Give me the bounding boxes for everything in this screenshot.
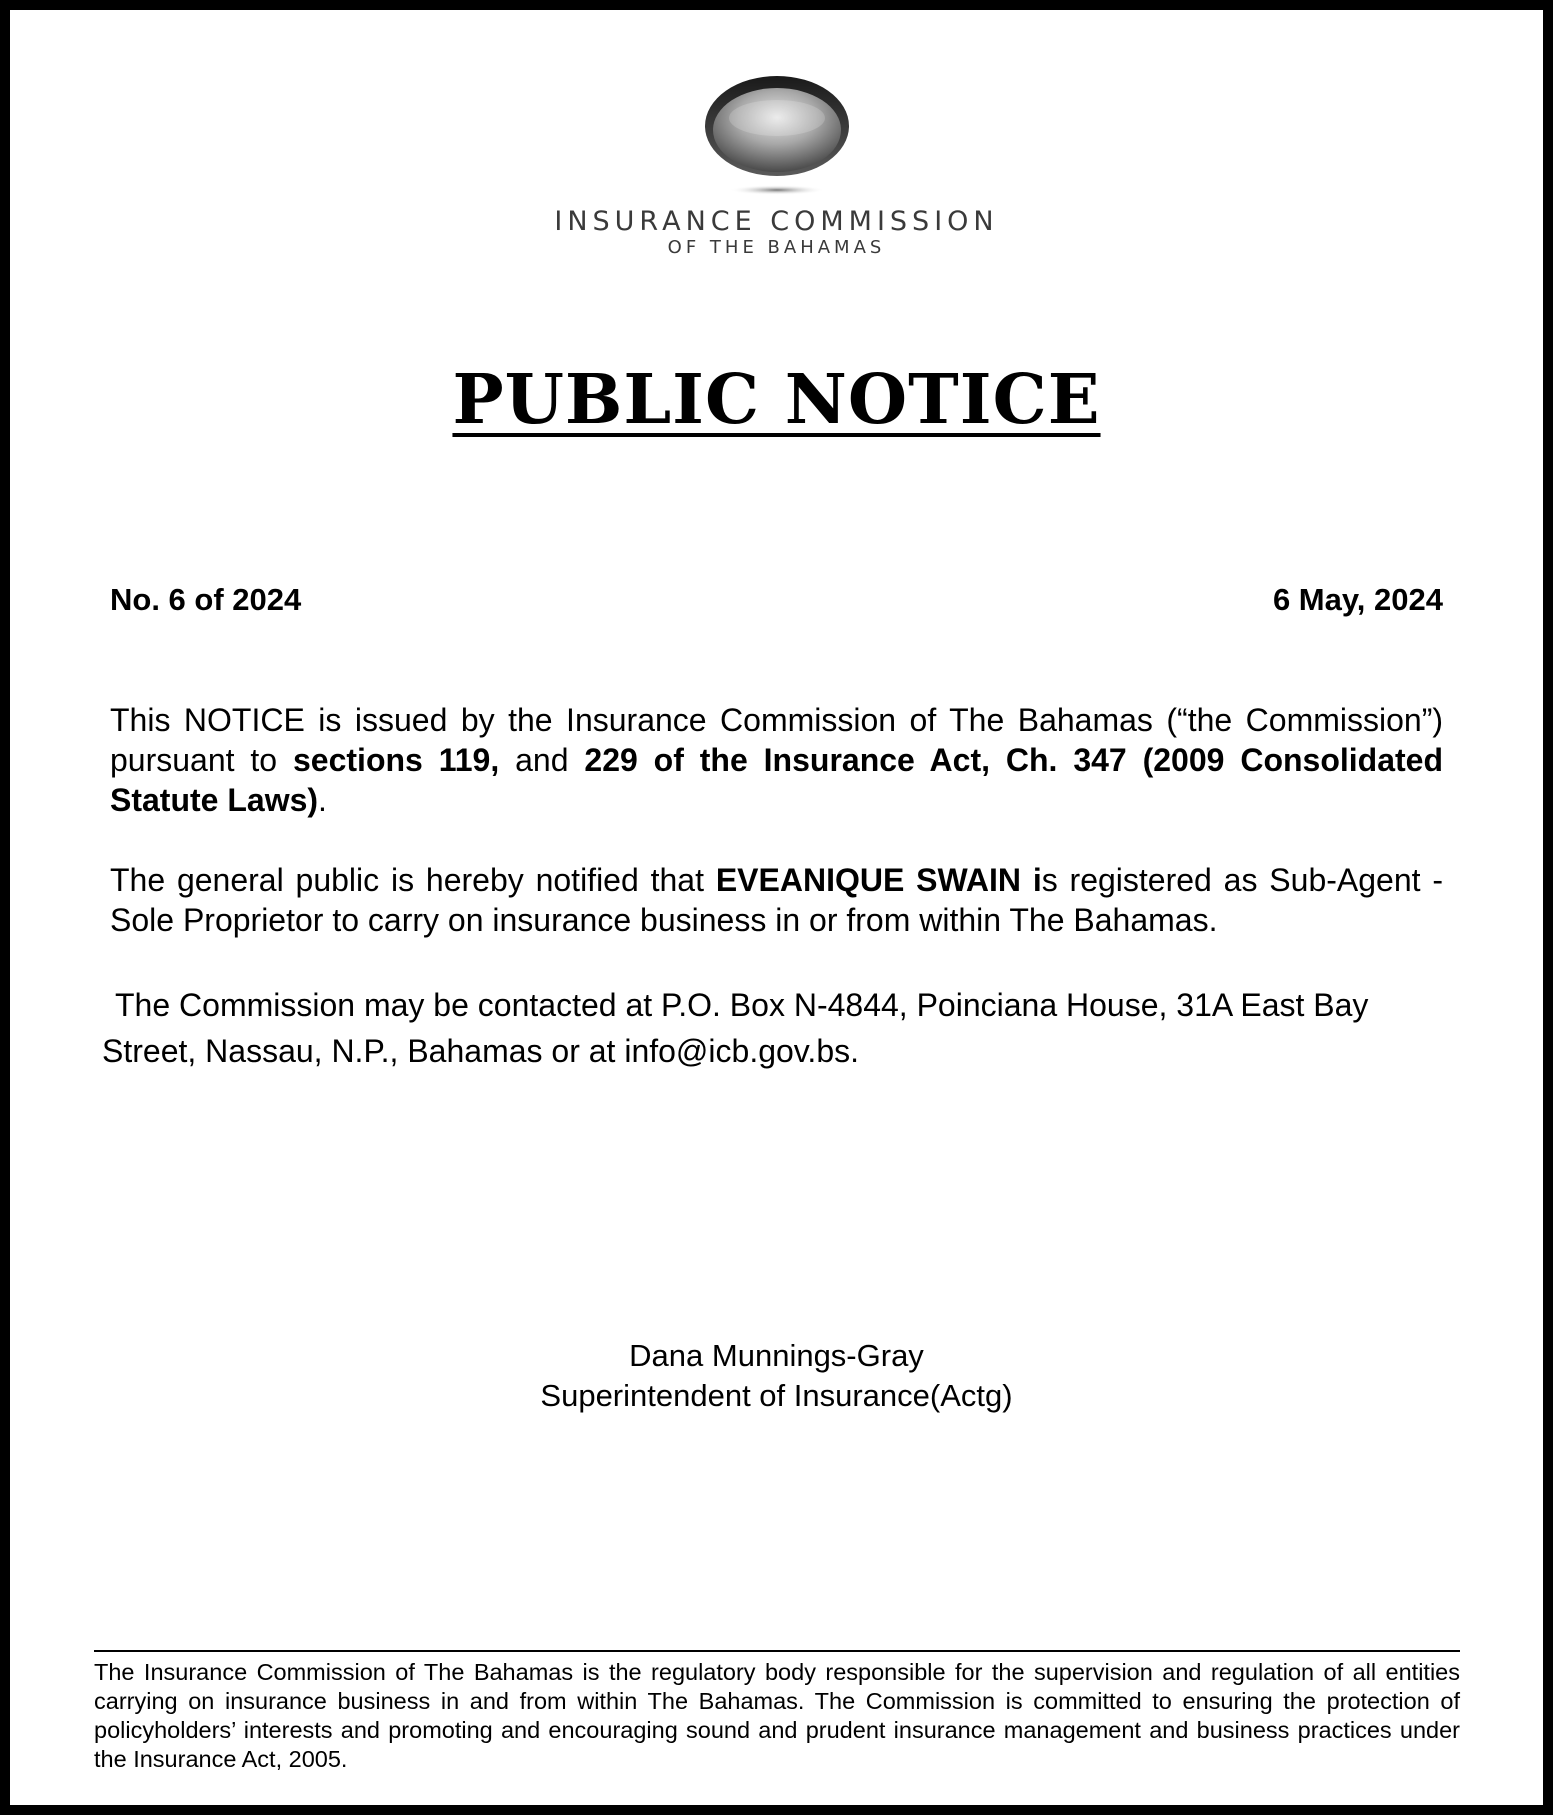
dome-logo-icon <box>692 68 862 198</box>
p2-bold-name: EVEANIQUE SWAIN i <box>715 862 1042 898</box>
p2-text-1: The general public is hereby notified that <box>110 862 716 898</box>
org-subtitle: OF THE BAHAMAS <box>667 237 886 258</box>
page-title-text: PUBLIC NOTICE <box>452 360 1101 440</box>
paragraph-authority <box>110 700 1443 820</box>
commission-logo <box>10 68 1543 198</box>
p2-text-2: s registered as Sub-Agent - Sole Proprietor to carry on insurance business in or from within The Bahamas. <box>110 862 1444 938</box>
notice-number: No. 6 of 2024 <box>110 582 302 617</box>
p1-text-1: This NOTICE is issued by the Insurance Commission of The Bahamas (“the Commission”) pursuant to <box>110 702 1443 778</box>
contact-line-1: The Commission may be contacted at P.O. Box N-4844, Poinciana House, 31A East Bay <box>115 987 1369 1023</box>
notice-date: 6 May, 2024 <box>1272 582 1443 617</box>
org-name: INSURANCE COMMISSION <box>554 206 999 237</box>
p1-bold-act: 229 of the Insurance Act, Ch. 347 (2009 Consolidated Statute Laws) <box>110 742 1444 818</box>
contact-line-2: Street, Nassau, N.P., Bahamas or at info@icb.gov.bs. <box>102 1033 859 1069</box>
p1-text-2: and <box>499 742 585 778</box>
paragraph-registration <box>110 860 1443 940</box>
footer-text: The Insurance Commission of The Bahamas is the regulatory body responsible for the supervision and regulation of all entities carrying on insurance business in and from within The Bahamas. The Commission is committed to ensuring the protection of policyholders’ interests and promoting and encouraging sound and prudent insurance management and business practices under the Insurance Act, 2005. <box>94 1659 1460 1772</box>
footer-divider <box>94 1650 1460 1652</box>
signatory-name: Dana Munnings-Gray <box>629 1338 924 1373</box>
paragraph-contact <box>102 982 1472 1074</box>
p1-bold-sections: sections 119, <box>293 742 500 778</box>
page-title <box>10 360 1543 459</box>
signatory-title: Superintendent of Insurance(Actg) <box>540 1378 1013 1413</box>
p1-text-3: . <box>318 782 327 818</box>
